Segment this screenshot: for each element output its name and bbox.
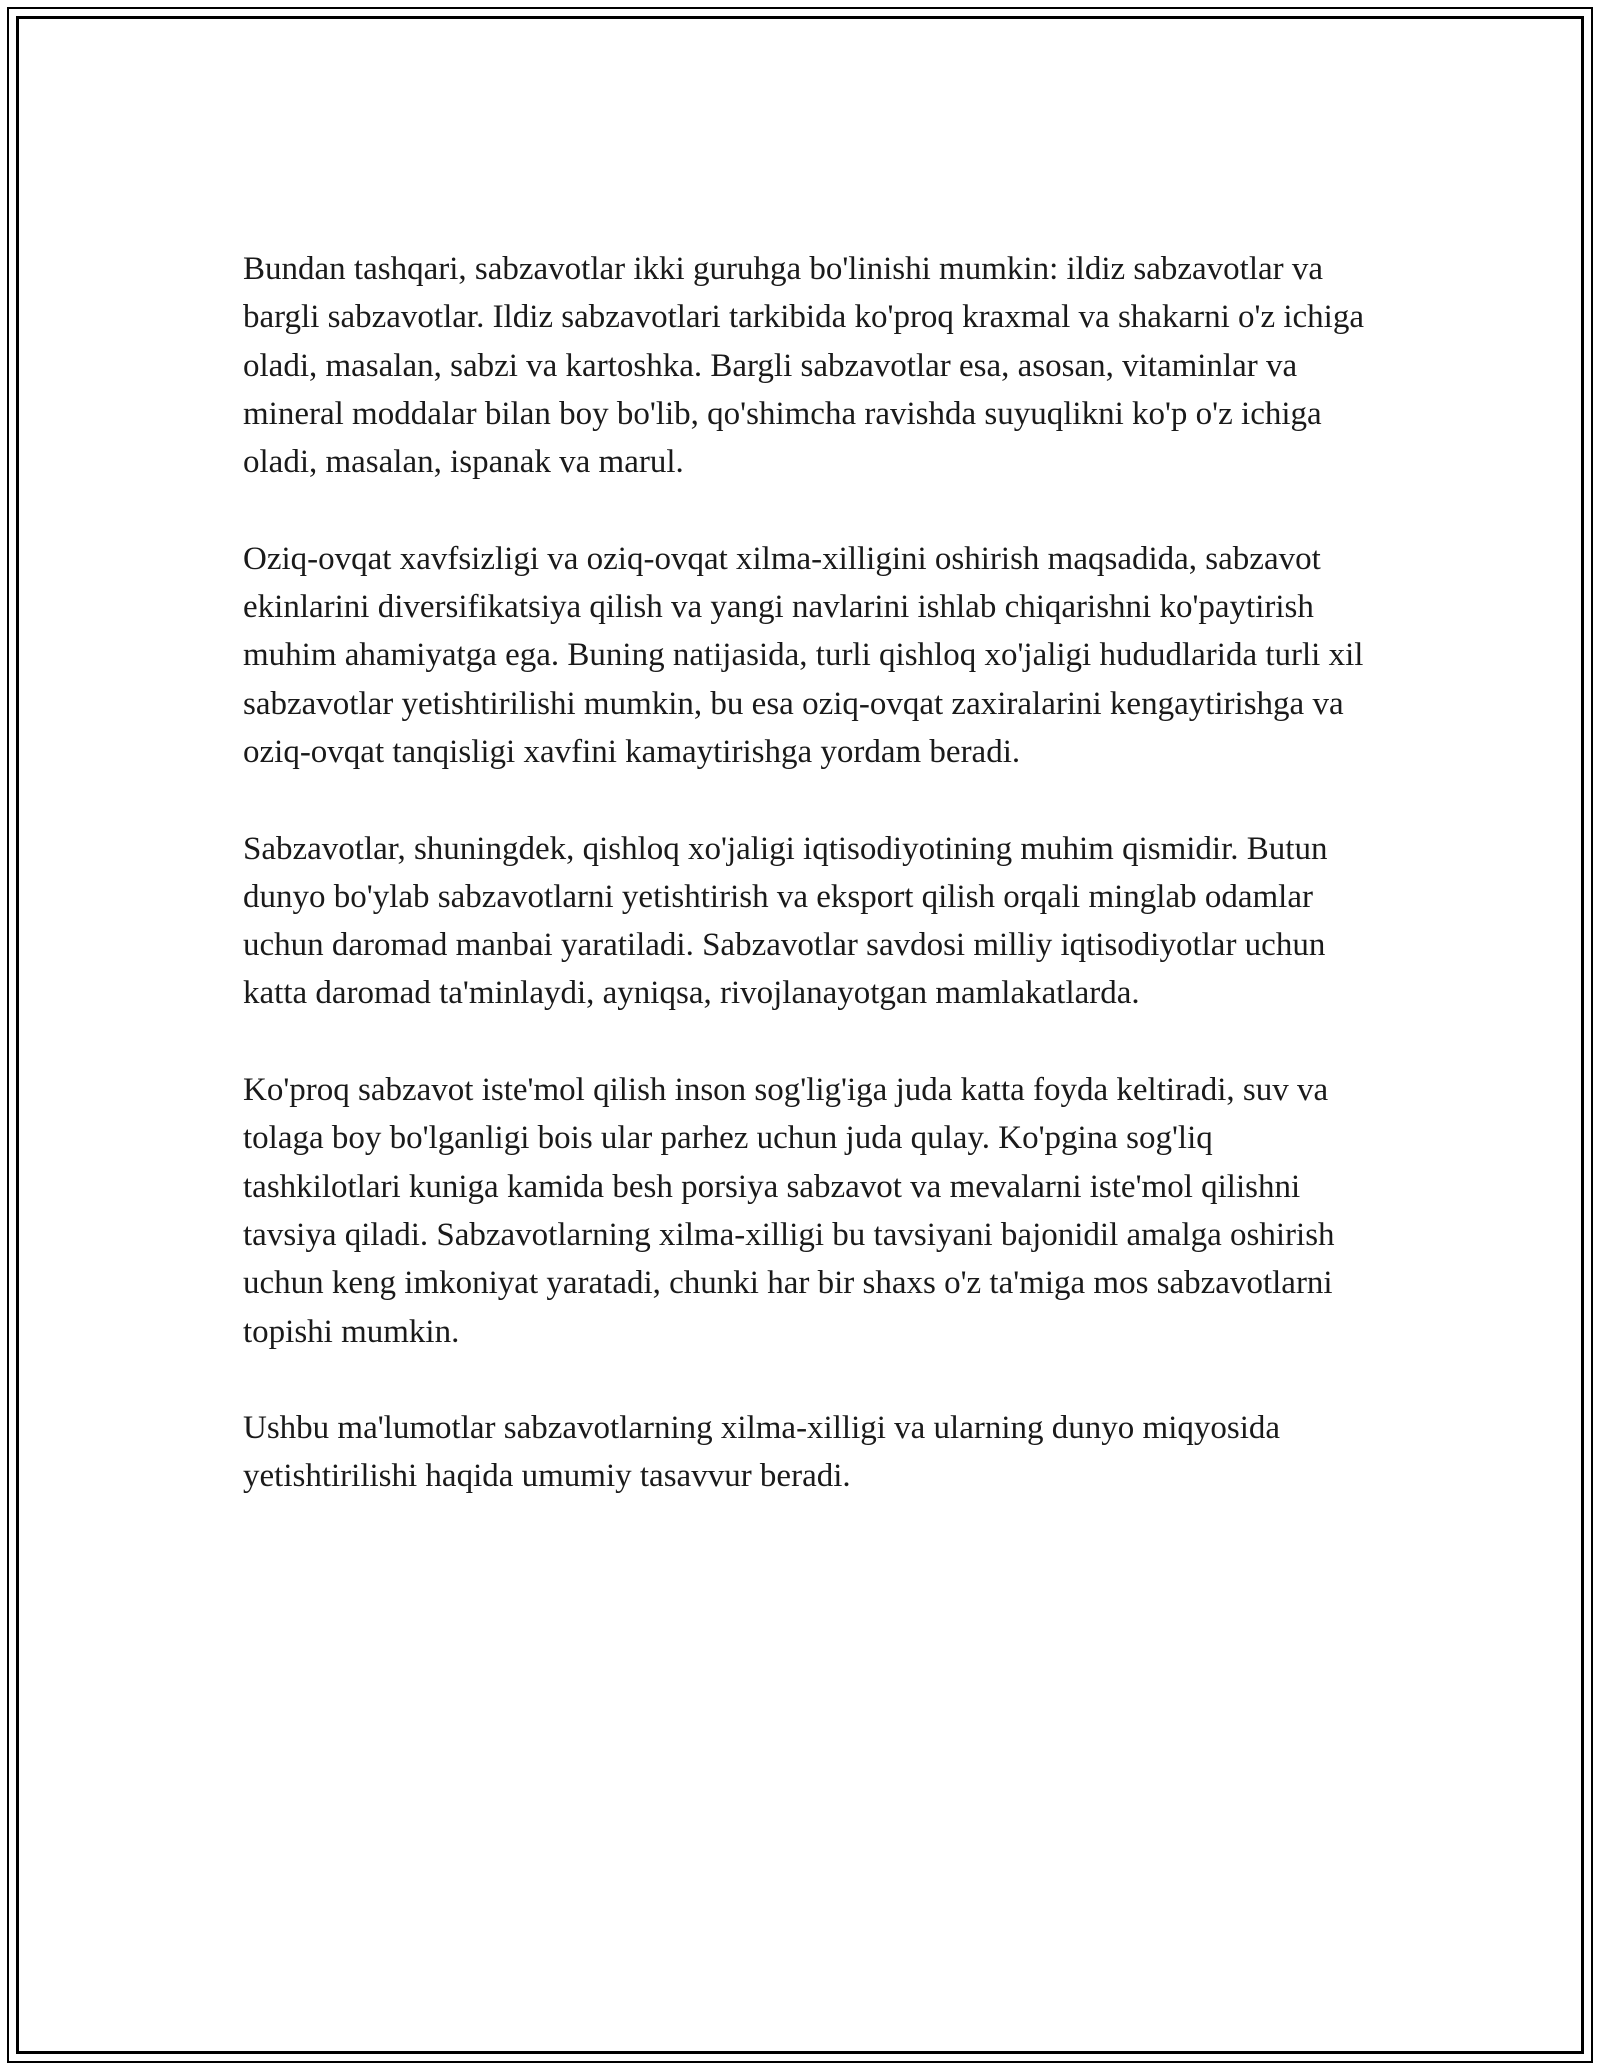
- paragraph-4: Ko'proq sabzavot iste'mol qilish inson sog'lig'iga juda katta foyda keltiradi, suv va tolaga boy bo'lganligi bois ular parhez uchun juda qulay. Ko'pgina sog'liq tashkilotlari kuniga kamida besh porsiya sabzavot va mevalarni iste'mol qilishni tavsiya qiladi. Sabzavotlarning xilma-xilligi bu tavsiyani bajonidil amalga oshirish uchun keng imkoniyat yaratadi, chunki har bir shaxs o'z ta'miga mos sabzavotlarni topishi mumkin.: [243, 1072, 1335, 1350]
- page-frame: [7, 7, 1593, 2063]
- paragraph-3: Sabzavotlar, shuningdek, qishloq xo'jaligi iqtisodiyotining muhim qismidir. Butun dunyo bo'ylab sabzavotlarni yetishtirish va eksport qilish orqali minglab odamlar uchun daromad manbai yaratiladi. Sabzavotlar savdosi milliy iqtisodiyotlar uchun katta daromad ta'minlaydi, ayniqsa, rivojlanayotgan mamlakatlarda.: [243, 830, 1328, 1012]
- paragraph-1: Bundan tashqari, sabzavotlar ikki guruhga bo'linishi mumkin: ildiz sabzavotlar va bargli sabzavotlar. Ildiz sabzavotlari tarkibida ko'proq kraxmal va shakarni o'z ichiga oladi, masalan, sabzi va kartoshka. Bargli sabzavotlar esa, asosan, vitaminlar va mineral moddalar bilan boy bo'lib, qo'shimcha ravishda suyuqlikni ko'p o'z ichiga oladi, masalan, ispanak va marul.: [243, 251, 1364, 481]
- paragraph-2: Oziq-ovqat xavfsizligi va oziq-ovqat xilma-xilligini oshirish maqsadida, sabzavot ekinlarini diversifikatsiya qilish va yangi navlarini ishlab chiqarishni ko'paytirish muhim ahamiyatga ega. Buning natijasida, turli qishloq xo'jaligi hududlarida turli xil sabzavotlar yetishtirilishi mumkin, bu esa oziq-ovqat zaxiralarini kengaytirishga va oziq-ovqat tanqisligi xavfini kamaytirishga yordam beradi.: [243, 540, 1364, 770]
- document-body: [243, 245, 1375, 1549]
- paragraph-5: Ushbu ma'lumotlar sabzavotlarning xilma-xilligi va ularning dunyo miqyosida yetishtirilishi haqida umumiy tasavvur beradi.: [243, 1410, 1281, 1495]
